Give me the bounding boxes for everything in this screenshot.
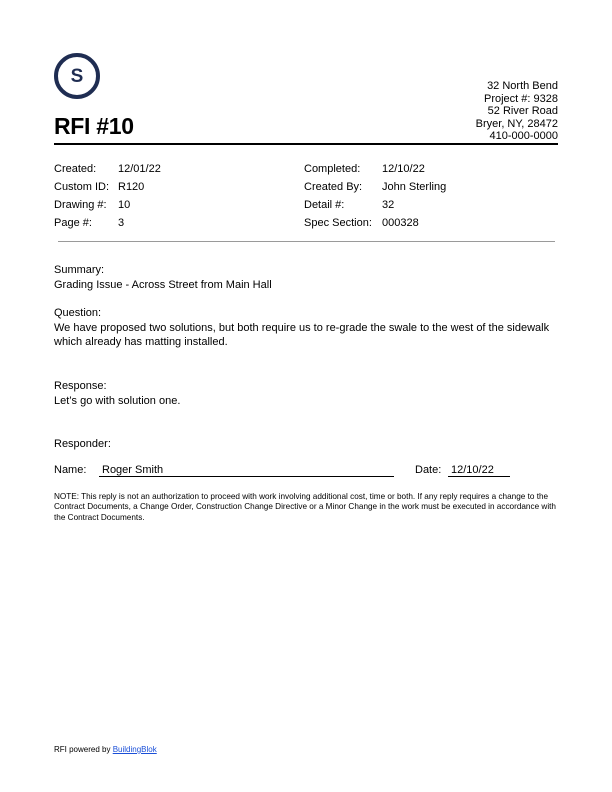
header-divider bbox=[54, 143, 558, 145]
name-label: Name: bbox=[54, 464, 87, 476]
summary-text: Grading Issue - Across Street from Main Hall bbox=[54, 278, 272, 291]
meta-label: Completed: bbox=[304, 163, 361, 175]
meta-label: Created By: bbox=[304, 181, 363, 193]
meta-value: 10 bbox=[118, 199, 131, 211]
meta-label: Created: bbox=[54, 163, 97, 175]
meta-value: 12/10/22 bbox=[382, 163, 425, 175]
meta-label: Page #: bbox=[54, 217, 92, 229]
disclaimer-note: NOTE: This reply is not an authorization to proceed with work involving additional cost, time or both. If any reply requires a change to the Contract Documents, a Change Order, Construction Change Directive or a Minor Change in the work must be executed in accordance with the Contract Documents. bbox=[54, 492, 556, 522]
meta-label: Custom ID: bbox=[54, 181, 110, 193]
meta-value: 32 bbox=[382, 199, 395, 211]
page-title: RFI #10 bbox=[54, 113, 134, 139]
date-value: 12/10/22 bbox=[451, 464, 494, 476]
meta-value: John Sterling bbox=[382, 181, 447, 193]
response-section bbox=[54, 379, 558, 408]
logo-letter: S bbox=[70, 65, 84, 87]
company-logo bbox=[54, 53, 100, 99]
question-text: We have proposed two solutions, but both require us to re-grade the swale to the west of the sidewalk which already has matting installed. bbox=[54, 321, 550, 348]
name-signature-line bbox=[99, 476, 394, 477]
footer-prefix: RFI powered by bbox=[54, 745, 113, 754]
meta-label: Spec Section: bbox=[304, 217, 372, 229]
project-number: Project #: 9328 bbox=[484, 92, 558, 105]
footer bbox=[54, 745, 157, 754]
address-line: 52 River Road bbox=[487, 105, 558, 118]
date-label: Date: bbox=[415, 464, 442, 476]
meta-value: R120 bbox=[118, 181, 145, 193]
buildingblok-link[interactable]: BuildingBlok bbox=[112, 745, 157, 754]
phone-number: 410-000-0000 bbox=[489, 130, 558, 143]
meta-label: Detail #: bbox=[304, 199, 345, 211]
response-text: Let’s go with solution one. bbox=[54, 394, 181, 407]
meta-value: 3 bbox=[118, 217, 125, 229]
date-signature-line bbox=[448, 476, 510, 477]
meta-label: Drawing #: bbox=[54, 199, 107, 211]
address-line: Bryer, NY, 28472 bbox=[475, 117, 558, 130]
address-line: 32 North Bend bbox=[487, 80, 558, 92]
summary-label: Summary: bbox=[54, 264, 105, 276]
response-label: Response: bbox=[54, 380, 107, 392]
question-label: Question: bbox=[54, 307, 102, 319]
summary-section bbox=[54, 263, 558, 292]
section-divider bbox=[58, 241, 555, 242]
name-value: Roger Smith bbox=[102, 464, 164, 476]
responder-label: Responder: bbox=[54, 438, 111, 450]
question-section bbox=[54, 306, 558, 350]
meta-value: 000328 bbox=[382, 217, 419, 229]
project-address bbox=[476, 80, 558, 143]
meta-value: 12/01/22 bbox=[118, 163, 161, 175]
